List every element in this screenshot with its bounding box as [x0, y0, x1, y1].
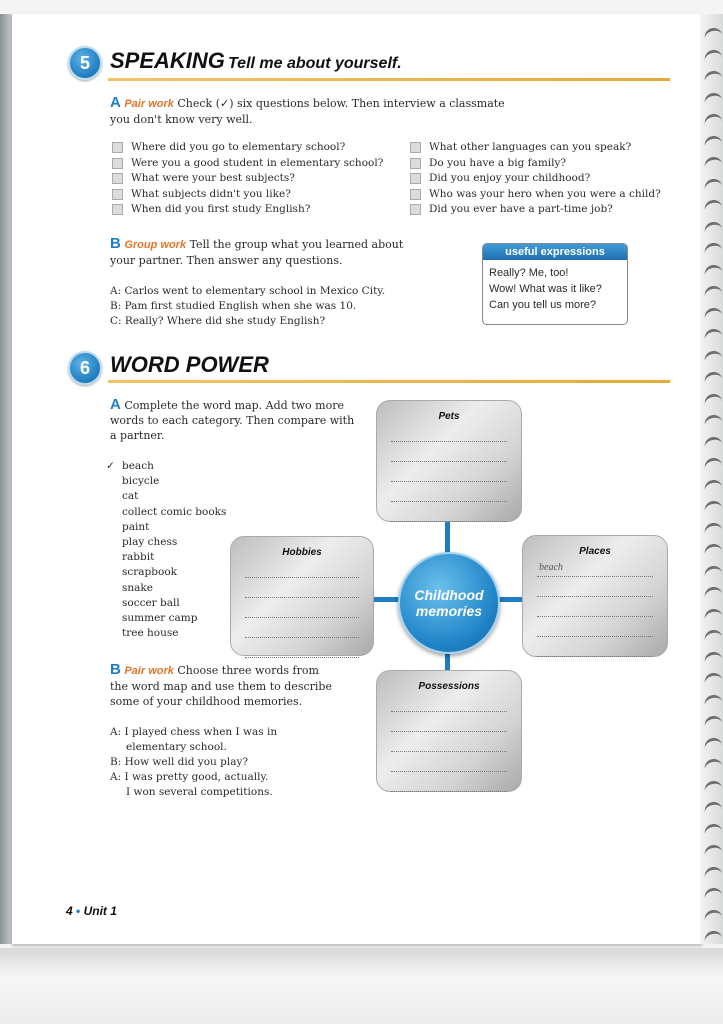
activity-mode: Pair work — [124, 665, 174, 677]
answer-line[interactable] — [391, 722, 507, 732]
spiral-coil — [703, 48, 723, 63]
spiral-coil — [703, 757, 723, 772]
spiral-coil — [703, 413, 723, 428]
part-letter: A — [110, 94, 121, 111]
section-title: SPEAKING — [110, 48, 225, 73]
spiral-coil — [703, 736, 723, 751]
spiral-coil — [703, 521, 723, 536]
section-subtitle: Tell me about yourself. — [228, 55, 402, 72]
section-title: WORD POWER — [110, 352, 269, 377]
question-item[interactable]: Did you ever have a part-time job? — [410, 202, 661, 218]
checkbox[interactable] — [112, 204, 123, 215]
activity-mode: Pair work — [124, 98, 174, 110]
connector-line — [372, 597, 400, 602]
section-number-badge: 5 — [68, 46, 102, 80]
question-item[interactable]: Were you a good student in elementary school? — [112, 156, 383, 172]
spiral-coil — [703, 177, 723, 192]
part-letter: B — [110, 235, 121, 252]
spiral-coil — [703, 306, 723, 321]
answer-line[interactable] — [245, 608, 359, 618]
spiral-coil — [703, 134, 723, 149]
answer-line[interactable] — [391, 742, 507, 752]
question-item[interactable]: Do you have a big family? — [410, 156, 661, 172]
spiral-coil — [703, 607, 723, 622]
spiral-coil — [703, 220, 723, 235]
question-item[interactable]: What were your best subjects? — [112, 171, 383, 187]
section-rule — [108, 78, 670, 81]
spiral-coil — [703, 564, 723, 579]
page-underside — [0, 948, 723, 1024]
question-item[interactable]: What other languages can you speak? — [410, 140, 661, 156]
answer-line[interactable] — [245, 568, 359, 578]
question-item[interactable]: When did you first study English? — [112, 202, 383, 218]
spiral-coil — [703, 284, 723, 299]
spiral-coil — [703, 585, 723, 600]
category-box-pets: Pets — [376, 400, 522, 522]
questions-left — [112, 140, 383, 218]
answer-line[interactable] — [391, 452, 507, 462]
part-letter: B — [110, 661, 121, 678]
page-number: 4 — [66, 904, 73, 918]
activity-mode: Group work — [124, 239, 187, 251]
checkbox[interactable] — [410, 142, 421, 153]
section-number-badge: 6 — [68, 351, 102, 385]
answer-line[interactable] — [537, 627, 653, 637]
spiral-coil — [703, 693, 723, 708]
example-dialog: A: Carlos went to elementary school in Mexico City. B: Pam first studied English when she was 10. C: Really? Where did she study English? — [110, 285, 386, 327]
spiral-coil — [703, 370, 723, 385]
example-dialog: A: I played chess when I was in elementary school. B: How well did you play? A: I was pretty good, actually. I won several competitions. — [110, 726, 278, 798]
spiral-coil — [703, 779, 723, 794]
page-footer: 4 • Unit 1 — [66, 904, 117, 918]
spiral-coil — [703, 112, 723, 127]
category-box-hobbies: Hobbies — [230, 536, 374, 656]
spiral-coil — [703, 886, 723, 901]
word-power-a-instruction: A Complete the word map. Add two more words to each category. Then compare with a partner. — [110, 396, 355, 442]
answer-line[interactable] — [537, 587, 653, 597]
places-example-word: beach — [539, 562, 563, 573]
spiral-coil — [703, 628, 723, 643]
answer-line[interactable] — [537, 647, 653, 657]
spiral-coil — [703, 671, 723, 686]
question-item[interactable]: What subjects didn't you like? — [112, 187, 383, 203]
spiral-coil — [703, 822, 723, 837]
unit-label: Unit 1 — [83, 904, 117, 918]
connector-line — [445, 520, 450, 554]
spiral-binding — [700, 14, 723, 944]
checkbox[interactable] — [112, 189, 123, 200]
answer-line[interactable] — [391, 512, 507, 522]
spiral-coil — [703, 241, 723, 256]
answer-line[interactable] — [391, 472, 507, 482]
answer-line[interactable] — [245, 628, 359, 638]
checkbox[interactable] — [410, 189, 421, 200]
section-rule — [108, 380, 670, 383]
category-box-possessions: Possessions — [376, 670, 522, 792]
checkbox[interactable] — [410, 173, 421, 184]
spiral-coil — [703, 263, 723, 278]
spiral-coil — [703, 456, 723, 471]
spiral-coil — [703, 499, 723, 514]
useful-expressions-box — [482, 243, 628, 325]
spiral-coil — [703, 478, 723, 493]
spiral-coil — [703, 327, 723, 342]
question-item[interactable]: Where did you go to elementary school? — [112, 140, 383, 156]
category-box-places: Places beach — [522, 535, 668, 657]
spiral-coil — [703, 542, 723, 557]
questions-right — [410, 140, 661, 218]
word-map-center: Childhood memories — [398, 552, 500, 654]
checkbox[interactable] — [112, 142, 123, 153]
answer-line[interactable] — [391, 762, 507, 772]
answer-line[interactable] — [245, 588, 359, 598]
answer-line[interactable] — [391, 702, 507, 712]
useful-expressions-header: useful expressions — [483, 244, 627, 260]
word-power-b-instruction: B Pair work Choose three words from the word map and use them to describe some of your childhood memories. — [110, 661, 332, 708]
spiral-coil — [703, 91, 723, 106]
spiral-coil — [703, 843, 723, 858]
spiral-coil — [703, 435, 723, 450]
spiral-coil — [703, 69, 723, 84]
checkbox[interactable] — [112, 158, 123, 169]
spiral-coil — [703, 155, 723, 170]
part-a-instruction: A Pair work Check (✓) six questions below. Then interview a classmate you don't know very well. — [110, 94, 505, 126]
spiral-coil — [703, 929, 723, 944]
answer-line[interactable] — [245, 648, 359, 658]
spiral-coil — [703, 349, 723, 364]
spiral-coil — [703, 650, 723, 665]
spiral-coil — [703, 26, 723, 41]
check-icon: ✓ — [106, 460, 115, 472]
checkbox[interactable] — [410, 204, 421, 215]
part-b-instruction: B Group work Tell the group what you learned about your partner. Then answer any questions. — [110, 235, 404, 267]
answer-line[interactable] — [537, 607, 653, 617]
expression: Can you tell us more? — [489, 299, 596, 311]
part-letter: A — [110, 396, 121, 413]
answer-line[interactable] — [391, 782, 507, 792]
page-left-edge — [0, 14, 12, 944]
question-item[interactable]: Who was your hero when you were a child? — [410, 187, 661, 203]
spiral-coil — [703, 865, 723, 880]
spiral-coil — [703, 800, 723, 815]
question-item[interactable]: Did you enjoy your childhood? — [410, 171, 661, 187]
answer-line[interactable] — [391, 432, 507, 442]
checkbox[interactable] — [112, 173, 123, 184]
spiral-coil — [703, 198, 723, 213]
expression: Wow! What was it like? — [489, 283, 602, 295]
spiral-coil — [703, 392, 723, 407]
spiral-coil — [703, 908, 723, 923]
word-list: ✓ beach bicycle cat collect comic books paint play chess rabbit scrapbook snake soccer ball summer camp tree house — [106, 460, 227, 640]
answer-line[interactable] — [391, 492, 507, 502]
checkbox[interactable] — [410, 158, 421, 169]
expression: Really? Me, too! — [489, 267, 569, 279]
spiral-coil — [703, 714, 723, 729]
